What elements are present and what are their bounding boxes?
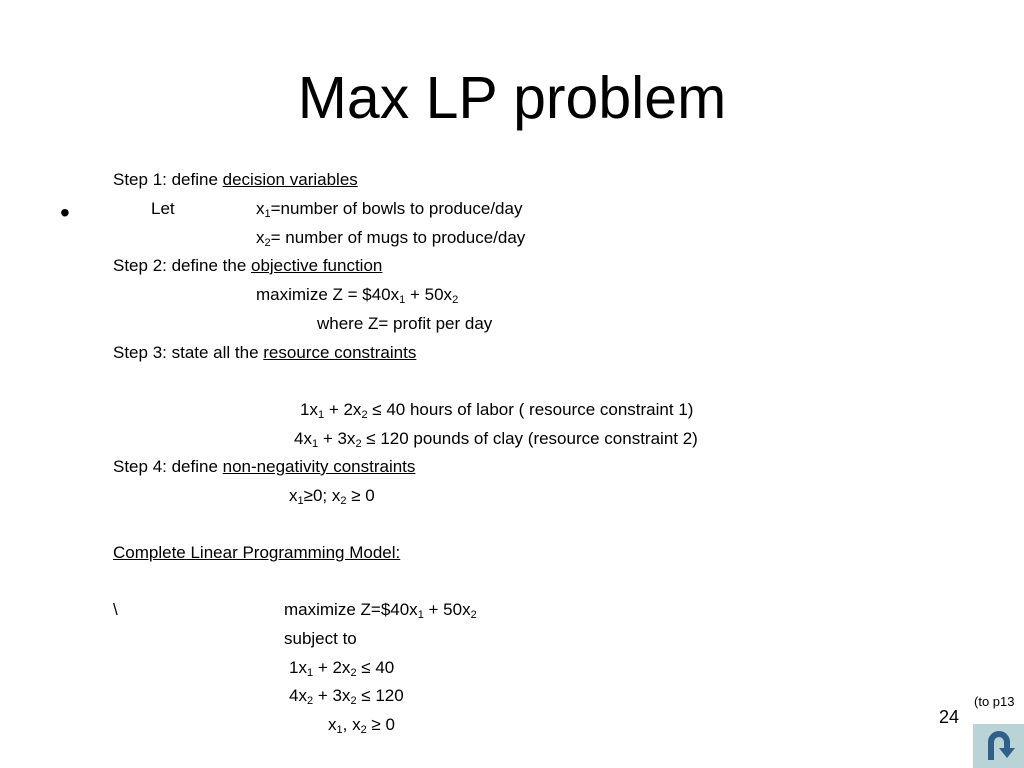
step1-prefix: Step 1: define bbox=[113, 170, 223, 189]
model-constraint-2: $4x_2 + 3x_2 \le 120$ bbox=[289, 686, 404, 707]
step3-constraint-2: $4x_1 + 3x_2 \le 120$ pounds of clay (resource constraint 2) bbox=[294, 429, 698, 450]
step4-non-negativity-constraints: non-negativity constraints bbox=[222, 457, 416, 476]
model-constraint-1: $1x_1 + 2x_2 \le 40$ bbox=[289, 658, 395, 679]
x2-definition bbox=[256, 228, 525, 248]
step1-let: Let bbox=[151, 199, 175, 218]
x1-desc: =number of bowls to produce/day bbox=[270, 199, 523, 218]
slide-title: Max LP problem bbox=[297, 65, 727, 131]
step2-objective: maximize $Z = \$40x_1 + 50x_2$ bbox=[256, 285, 459, 306]
x2-var: x bbox=[256, 228, 265, 247]
step4-nonnegativity: $x_1\ge 0$; $x_2 \ge 0$ bbox=[289, 486, 375, 507]
step4-line bbox=[113, 457, 415, 477]
x1-sub: 1 bbox=[264, 208, 271, 220]
model-objective: maximize $Z=\$40x_1 + 50x_2$ bbox=[284, 600, 477, 621]
step3-prefix: Step 3: state all the bbox=[113, 343, 264, 362]
step3-line bbox=[113, 343, 416, 363]
return-button[interactable] bbox=[973, 724, 1024, 768]
x1-var: x bbox=[256, 199, 265, 218]
step2-line bbox=[113, 256, 382, 276]
step1-line bbox=[113, 170, 358, 190]
page-number: 24 bbox=[939, 707, 960, 727]
return-u-turn-icon bbox=[982, 730, 1016, 762]
step2-where: where Z= profit per day bbox=[317, 314, 493, 333]
step2-prefix: Step 2: define the bbox=[113, 256, 251, 275]
x2-sub: 2 bbox=[264, 237, 271, 249]
step2-objective-function: objective function bbox=[251, 256, 383, 275]
x1-definition bbox=[256, 199, 522, 219]
model-backslash: \ bbox=[113, 600, 118, 619]
step3-resource-constraints: resource constraints bbox=[263, 343, 417, 362]
x2-desc: = number of mugs to produce/day bbox=[270, 228, 526, 247]
step3-constraint-1: $1x_1 + 2x_2 \le 40$ hours of labor ( resource constraint 1) bbox=[300, 400, 694, 421]
model-nonnegativity: $x_1$, $x_2 \ge 0$ bbox=[328, 715, 395, 736]
model-heading: Complete Linear Programming Model: bbox=[113, 543, 401, 562]
bullet-marker: • bbox=[60, 197, 70, 228]
step1-decision-variables: decision variables bbox=[222, 170, 358, 189]
model-subject-to: subject to bbox=[284, 629, 357, 648]
step4-prefix: Step 4: define bbox=[113, 457, 223, 476]
to-p13-note[interactable]: (to p13 bbox=[974, 694, 1015, 709]
